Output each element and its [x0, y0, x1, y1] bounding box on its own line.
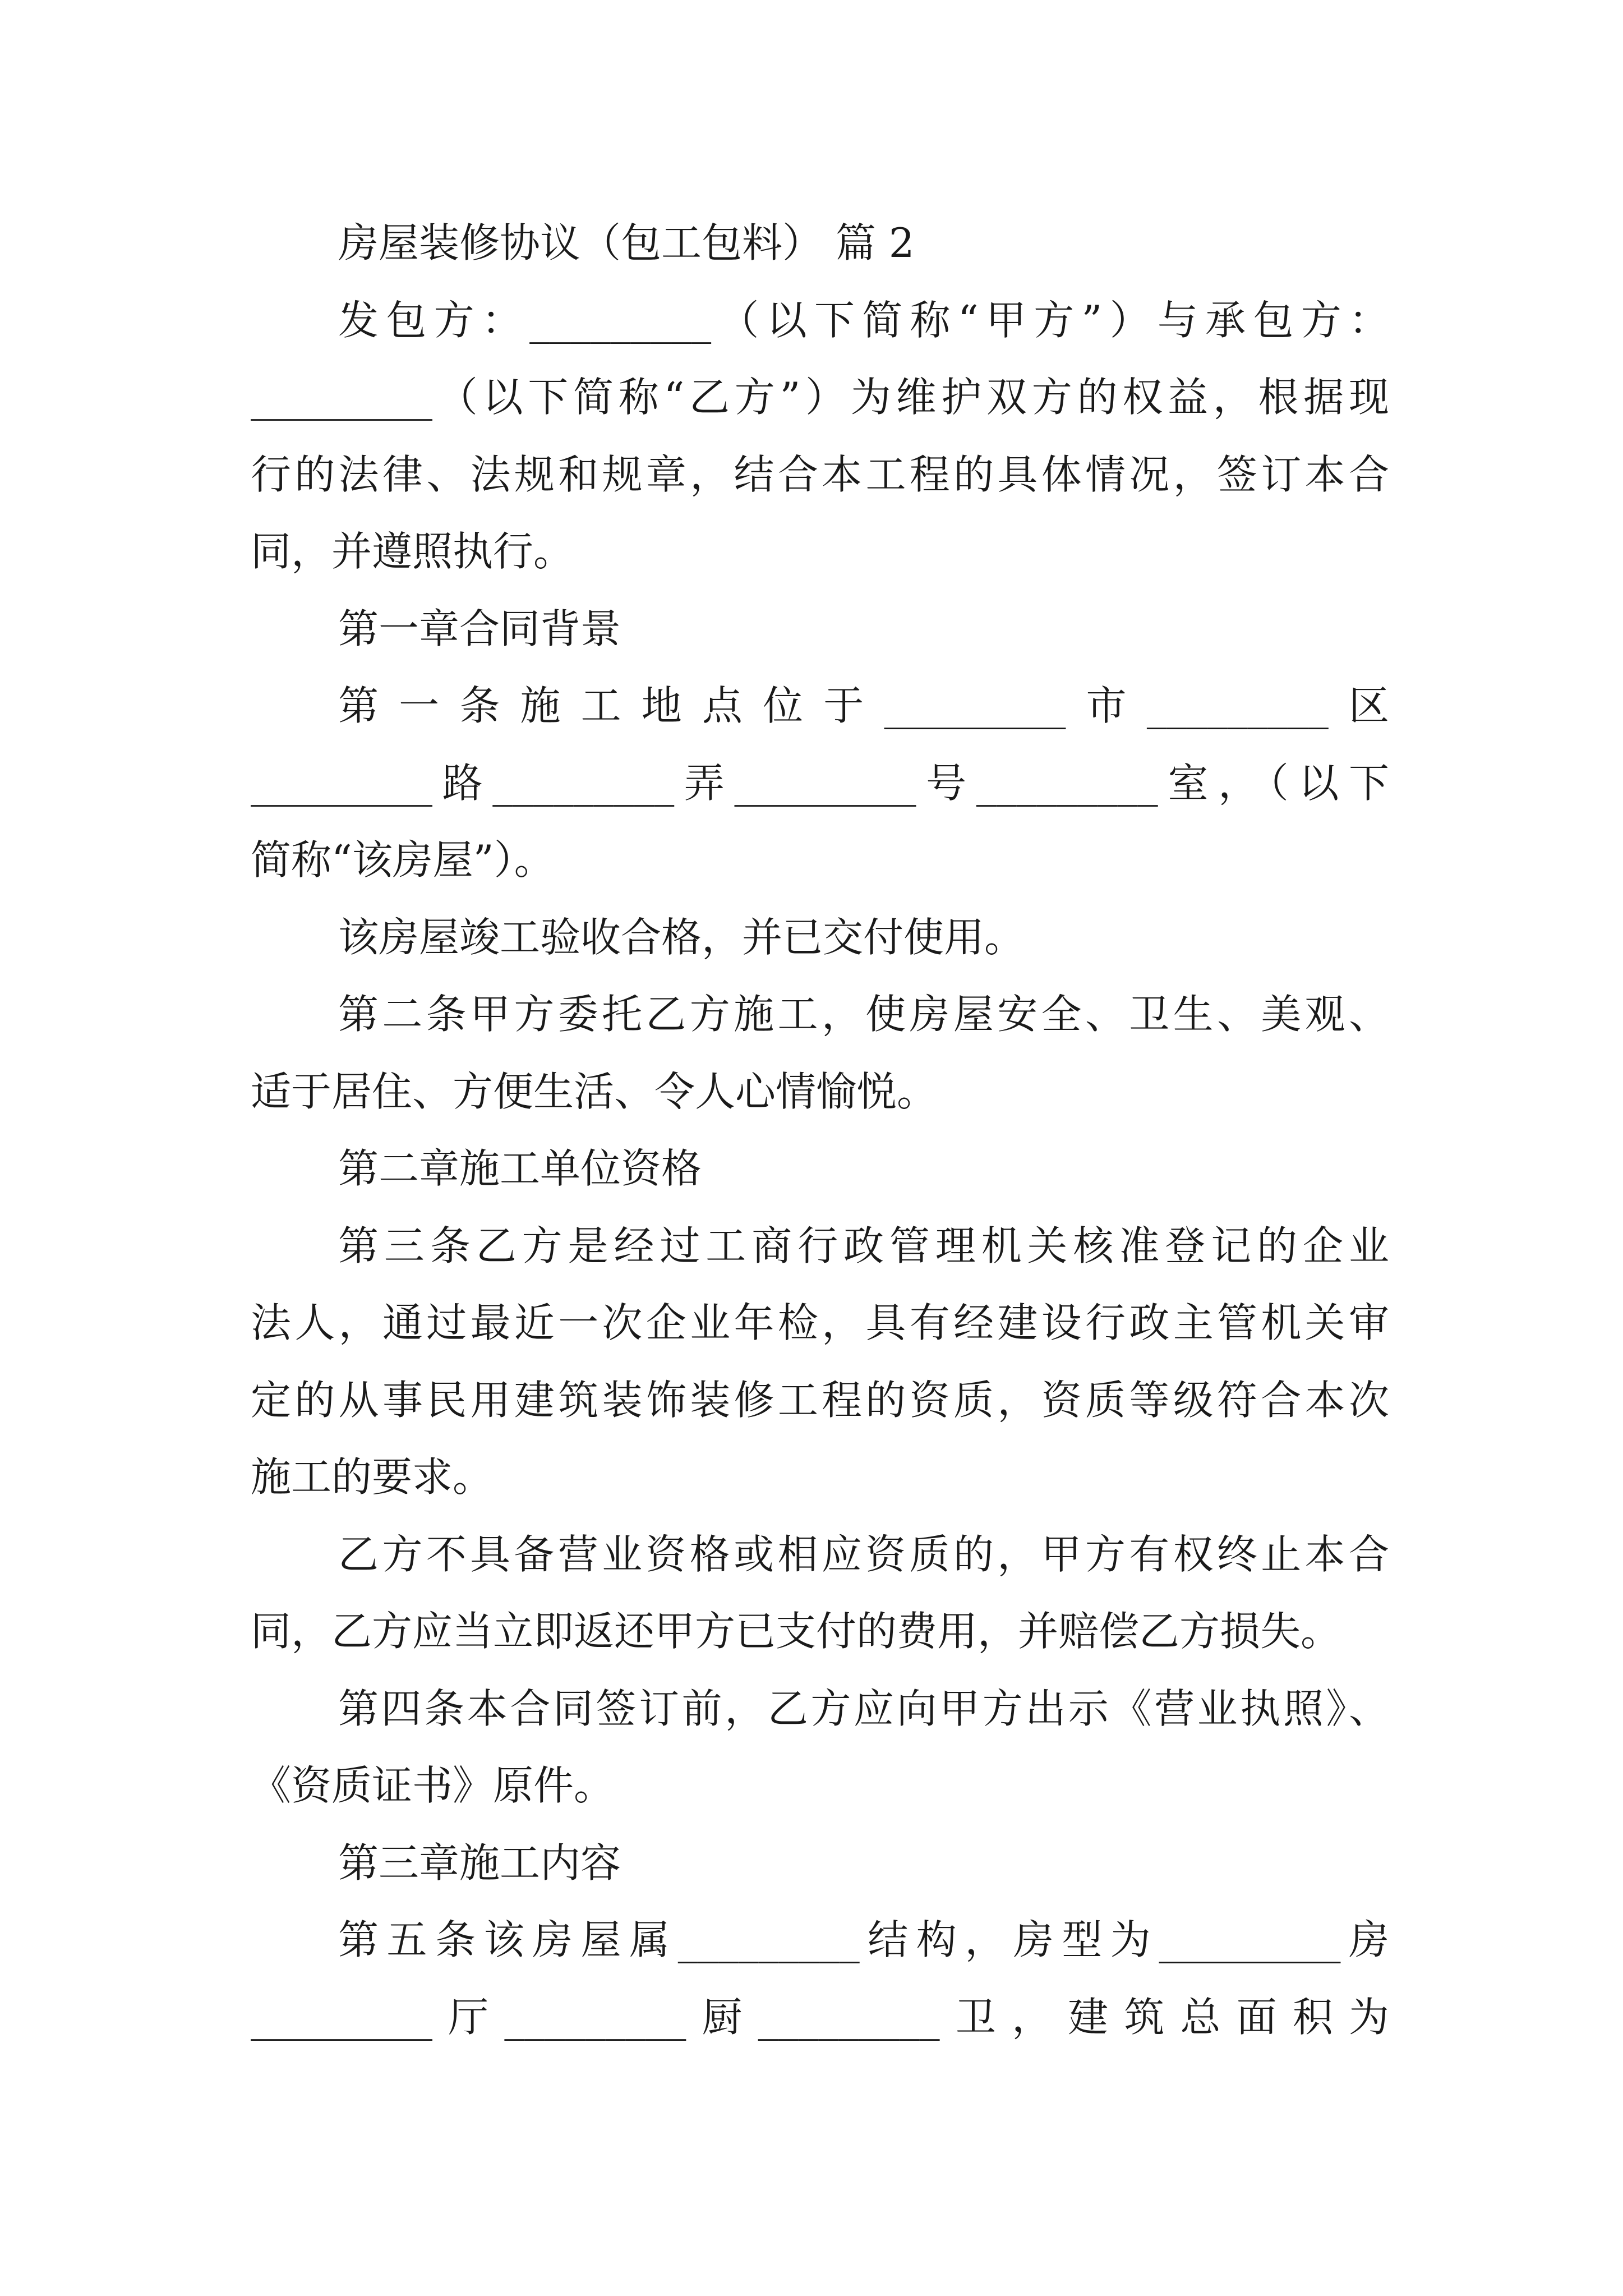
text-line: 第二章施工单位资格 — [338, 1145, 702, 1192]
text-line: 乙方不具备营业资格或相应资质的，甲方有权终止本合 — [338, 1530, 1389, 1578]
text-line: 第一条施工地点位于_________市_________区 — [338, 682, 1389, 729]
paragraph-article-4 — [251, 1671, 1389, 1825]
chapter-heading — [251, 1825, 1389, 1902]
text-line: 施工的要求。 — [251, 1453, 494, 1501]
text-line: _________路_________弄_________号_________室，（以下 — [251, 759, 1389, 807]
text-line: 发包方：_________（以下简称“甲方”）与承包方： — [338, 296, 1389, 344]
chapter-heading — [251, 1130, 1389, 1208]
text-line: 第一章合同背景 — [338, 605, 621, 652]
text-line: 第二条甲方委托乙方施工，使房屋安全、卫生、美观、 — [338, 991, 1389, 1038]
text-line: 法人，通过最近一次企业年检，具有经建设行政主管机关审 — [251, 1299, 1389, 1346]
text-line: 同，并遵照执行。 — [251, 528, 574, 575]
paragraph-article-3 — [251, 1208, 1389, 1516]
text-line: 该房屋竣工验收合格，并已交付使用。 — [338, 913, 1025, 961]
document-body — [251, 205, 1389, 2056]
text-line: 简称“该房屋”）。 — [251, 836, 555, 884]
paragraph-article-1 — [251, 668, 1389, 899]
document-title — [251, 205, 1389, 282]
text-line: 第三章施工内容 — [338, 1839, 621, 1887]
text-line: _________（以下简称“乙方”）为维护双方的权益，根据现 — [251, 374, 1389, 421]
paragraph — [251, 1516, 1389, 1671]
paragraph — [251, 899, 1389, 977]
text-line: 行的法律、法规和规章，结合本工程的具体情况，签订本合 — [251, 450, 1389, 498]
text-line: _________厅_________厨_________卫，建筑总面积为 — [251, 1993, 1389, 2041]
paragraph-parties — [251, 282, 1389, 591]
text-line: 《资质证书》原件。 — [251, 1762, 615, 1809]
text-line: 第三条乙方是经过工商行政管理机关核准登记的企业 — [338, 1222, 1389, 1269]
text-line: 适于居住、方便生活、令人心情愉悦。 — [251, 1068, 938, 1115]
text-line: 定的从事民用建筑装饰装修工程的资质，资质等级符合本次 — [251, 1376, 1389, 1424]
chapter-heading — [251, 591, 1389, 668]
text-line: 房屋装修协议（包工包料） 篇 2 — [338, 219, 915, 266]
paragraph-article-5 — [251, 1902, 1389, 2056]
text-line: 同，乙方应当立即返还甲方已支付的费用，并赔偿乙方损失。 — [251, 1608, 1341, 1655]
paragraph-article-2 — [251, 976, 1389, 1130]
text-line: 第四条本合同签订前，乙方应向甲方出示《营业执照》、 — [338, 1685, 1389, 1732]
text-line: 第五条该房屋属_________结构，房型为_________房 — [338, 1916, 1389, 1963]
